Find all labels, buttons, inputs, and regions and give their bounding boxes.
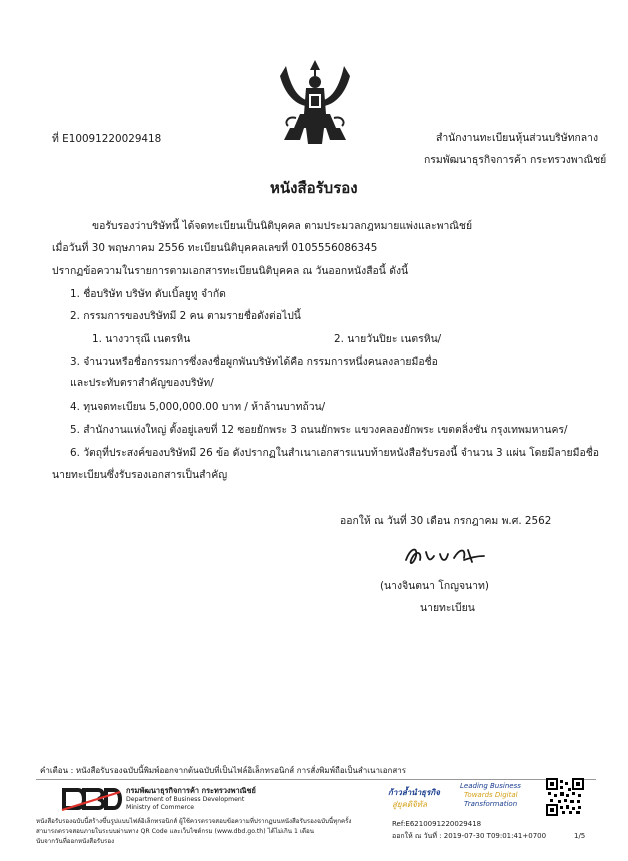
intro-line-2: เมื่อวันที่ 30 พฤษภาคม 2556 ทะเบียนนิติบุคคลเลขที่ 0105556086345	[52, 242, 378, 254]
document-number: ที่ E10091220029418	[52, 133, 162, 145]
item-directors: 2. กรรมการของบริษัทมี 2 คน ตามรายชื่อดังต่อไปนี้	[70, 310, 301, 322]
slogan-thai-2: สู่ยุคดิจิทัล	[392, 800, 427, 809]
slogan-en-1: Leading Business	[460, 782, 521, 790]
electronic-note-3: นับจากวันที่ออกหนังสือรับรอง	[36, 838, 115, 845]
slogan-en-2: Towards Digital	[464, 791, 518, 799]
issue-date: ออกให้ ณ วันที่ 30 เดือน กรกฎาคม พ.ศ. 2562	[340, 515, 552, 527]
footer-divider	[36, 779, 596, 780]
item-registered-capital: 4. ทุนจดทะเบียน 5,000,000.00 บาท / ห้าล้านบาทถ้วน/	[70, 401, 326, 413]
office-name: สำนักงานทะเบียนหุ้นส่วนบริษัทกลาง	[436, 132, 599, 144]
item-objectives: 6. วัตถุที่ประสงค์ของบริษัทมี 26 ข้อ ดังปรากฏในสำเนาเอกสารแนบท้ายหนังสือรับรองนี้ จำนวน 3 แผ่น โดยมีลายมือชื่อ	[70, 447, 600, 459]
garuda-emblem-icon	[276, 56, 354, 148]
registrar-position: นายทะเบียน	[420, 602, 475, 614]
dbd-logo-icon	[60, 786, 122, 812]
registrar-name: (นางจินตนา โกญจนาท)	[380, 580, 489, 592]
page-number: 1/5	[574, 832, 586, 840]
dbd-thai-name: กรมพัฒนาธุรกิจการค้า กระทรวงพาณิชย์	[126, 786, 256, 795]
dbd-english-name: Department of Business Development	[126, 796, 245, 803]
director-2: 2. นายวันปิยะ เนตรหิน/	[334, 333, 442, 345]
ministry-english-name: Ministry of Commerce	[126, 804, 195, 811]
warning-text: คำเตือน : หนังสือรับรองฉบับนี้พิมพ์ออกจากต้นฉบับที่เป็นไฟล์อิเล็กทรอนิกส์ การสั่งพิมพ์ถือเป็นสำเนาเอกสาร	[40, 766, 407, 775]
department-name: กรมพัฒนาธุรกิจการค้า กระทรวงพาณิชย์	[424, 154, 607, 166]
item-objectives-cont: นายทะเบียนซึ่งรับรองเอกสารเป็นสำคัญ	[52, 469, 228, 481]
reference-number: Ref:E6210091220029418	[392, 820, 482, 828]
qr-code-icon	[546, 778, 584, 816]
issued-timestamp: ออกให้ ณ วันที่ : 2019-07-30 T09:01:41+0700	[392, 832, 547, 840]
document-title: หนังสือรับรอง	[270, 179, 358, 197]
registrar-signature-icon	[400, 540, 490, 570]
item-head-office: 5. สำนักงานแห่งใหญ่ ตั้งอยู่เลขที่ 12 ซอยยักพระ 3 ถนนยักพระ แขวงคลองยักพระ เขตตลิ่งชัน กรุงเทพมหานคร/	[70, 424, 568, 436]
intro-line-1: ขอรับรองว่าบริษัทนี้ ได้จดทะเบียนเป็นนิติบุคคล ตามประมวลกฎหมายแพ่งและพาณิชย์	[92, 220, 473, 232]
slogan-en-3: Transformation	[464, 800, 518, 808]
slogan-thai-1: ก้าวล้ำนำธุรกิจ	[388, 788, 440, 797]
item-signing-authority: 3. จำนวนหรือชื่อกรรมการซึ่งลงชื่อผูกพันบริษัทได้คือ กรรมการหนึ่งคนลงลายมือชื่อ	[70, 356, 438, 368]
item-company-name: 1. ชื่อบริษัท บริษัท ดับเบิ้ลยูทู จำกัด	[70, 288, 226, 300]
item-signing-authority-cont: และประทับตราสำคัญของบริษัท/	[70, 377, 214, 389]
intro-line-3: ปรากฏข้อความในรายการตามเอกสารทะเบียนนิติบุคคล ณ วันออกหนังสือนี้ ดังนี้	[52, 265, 409, 277]
electronic-note-2: สามารถตรวจสอบภายในระบบผ่านทาง QR Code และเว็บไซต์กรม (www.dbd.go.th) ได้ไม่เกิน 1 เดือน	[36, 828, 314, 835]
electronic-note-1: หนังสือรับรองฉบับนี้สร้างขึ้นรูปแบบไฟล์อิเล็กทรอนิกส์ ผู้ใช้ควรตรวจสอบข้อความที่ปรากฏบนหนังสือรับรองฉบับนี้ทุกครั้ง	[36, 818, 352, 825]
director-1: 1. นางวารุณี เนตรหิน	[92, 333, 191, 345]
